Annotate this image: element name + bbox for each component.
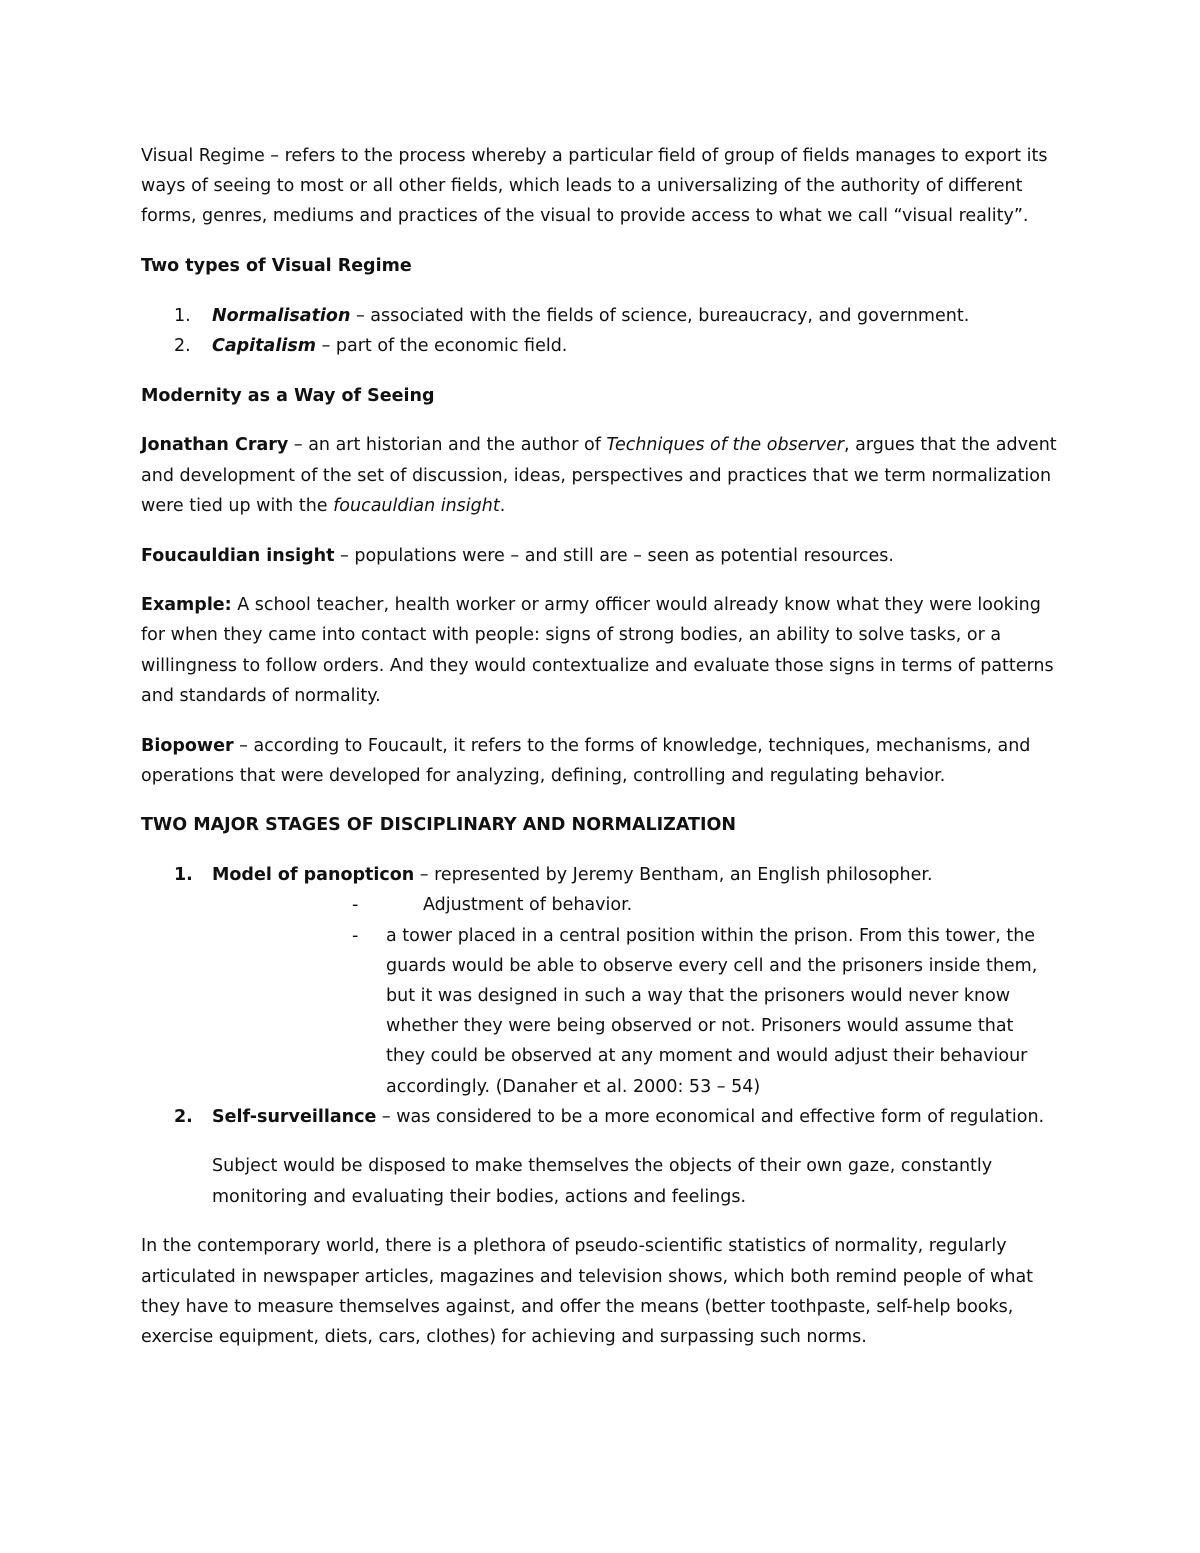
- stages-list: [141, 860, 1061, 1212]
- self-surveillance-paragraph: Subject would be disposed to make themselves the objects of their own gaze, constantly monitoring and evaluating their bodies, actions and feelings.: [212, 1156, 993, 1207]
- sub-item-adjustment: [141, 890, 1061, 920]
- list-item-capitalism: [141, 331, 1061, 361]
- panopticon-text: – represented by Jeremy Bentham, an English philosopher.: [414, 865, 933, 886]
- tower-text: a tower placed in a central position within the prison. From this tower, the guards would be able to observe every cell and the prisoners inside them, but it was designed in such a way that the prisoners would never know whether they were being observed or not. Prisoners would assume that they could be observed at any moment and would adjust their behaviour accordingly. (Danaher et al. 2000: 53 – 54): [386, 925, 1038, 1097]
- term-crary: Jonathan Crary: [141, 435, 289, 456]
- heading-two-major-stages: TWO MAJOR STAGES OF DISCIPLINARY AND NORMALIZATION: [141, 815, 737, 836]
- term-biopower: Biopower: [141, 735, 234, 756]
- term-normalisation: Normalisation: [212, 305, 351, 326]
- types-list: [141, 301, 1061, 361]
- foucauldian-insight-ref: foucauldian insight: [333, 495, 500, 516]
- crary-paragraph: [141, 430, 1061, 521]
- list-item-panopticon: [141, 860, 1061, 1102]
- capitalism-text: – part of the economic field.: [316, 336, 568, 357]
- dash-bullet: -: [352, 925, 359, 946]
- biopower-paragraph: [141, 731, 1061, 791]
- foucauldian-text: – populations were – and still are – seen as potential resources.: [334, 545, 894, 566]
- biopower-text: – according to Foucault, it refers to the forms of knowledge, techniques, mechanisms, and operations that were developed for analyzing, defining, controlling and regulating behavior.: [141, 735, 1031, 786]
- normalisation-text: – associated with the fields of science, bureaucracy, and government.: [350, 305, 970, 326]
- foucauldian-paragraph: [141, 541, 1061, 571]
- heading-modernity: Modernity as a Way of Seeing: [141, 385, 435, 406]
- list-number: 2.: [174, 336, 191, 357]
- list-number: 1.: [174, 305, 191, 326]
- crary-text-c: .: [499, 495, 506, 516]
- heading-two-types: Two types of Visual Regime: [141, 256, 412, 277]
- list-item-self-surveillance: [141, 1102, 1061, 1212]
- list-item-normalisation: [141, 301, 1061, 331]
- example-text: A school teacher, health worker or army officer would already know what they were looking for when they came into contact with people: signs of strong bodies, an ability to solve tasks, or a willingness to follow orders. And they would contextualize and evaluate those signs in terms of patterns and standards of normality.: [141, 595, 1054, 706]
- visual-regime-definition: Visual Regime – refers to the process whereby a particular field of group of fields manages to export its ways of seeing to most or all other fields, which leads to a universalizing of the authority of different forms, genres, mediums and practices of the visual to provide access to what we call “visual reality”.: [141, 146, 1048, 227]
- book-title: Techniques of the observer: [606, 435, 844, 456]
- crary-text-b: , argues that the advent and development of the set of discussion, ideas, perspectives and practices that we term normalization were tied up with the: [141, 435, 1057, 516]
- sub-item-tower: [141, 921, 1061, 1102]
- list-number: 1.: [174, 865, 193, 886]
- term-panopticon: Model of panopticon: [212, 865, 415, 886]
- term-foucauldian: Foucauldian insight: [141, 545, 335, 566]
- document-body: [141, 141, 1061, 1372]
- example-paragraph: [141, 590, 1061, 711]
- list-number: 2.: [174, 1106, 193, 1127]
- adjustment-text: Adjustment of behavior.: [423, 895, 633, 916]
- term-example: Example:: [141, 595, 232, 616]
- term-self-surveillance: Self-surveillance: [212, 1106, 377, 1127]
- self-surveillance-text: – was considered to be a more economical and effective form of regulation.: [376, 1106, 1045, 1127]
- crary-text-a: – an art historian and the author of: [288, 435, 607, 456]
- term-capitalism: Capitalism: [212, 336, 317, 357]
- panopticon-subitems: [141, 890, 1061, 1101]
- dash-bullet: -: [352, 895, 359, 916]
- contemporary-world-paragraph: In the contemporary world, there is a plethora of pseudo-scientific statistics of normality, regularly articulated in newspaper articles, magazines and television shows, which both remind people of what they have to measure themselves against, and offer the means (better toothpaste, self-help books, exercise equipment, diets, cars, clothes) for achieving and surpassing such norms.: [141, 1236, 1034, 1347]
